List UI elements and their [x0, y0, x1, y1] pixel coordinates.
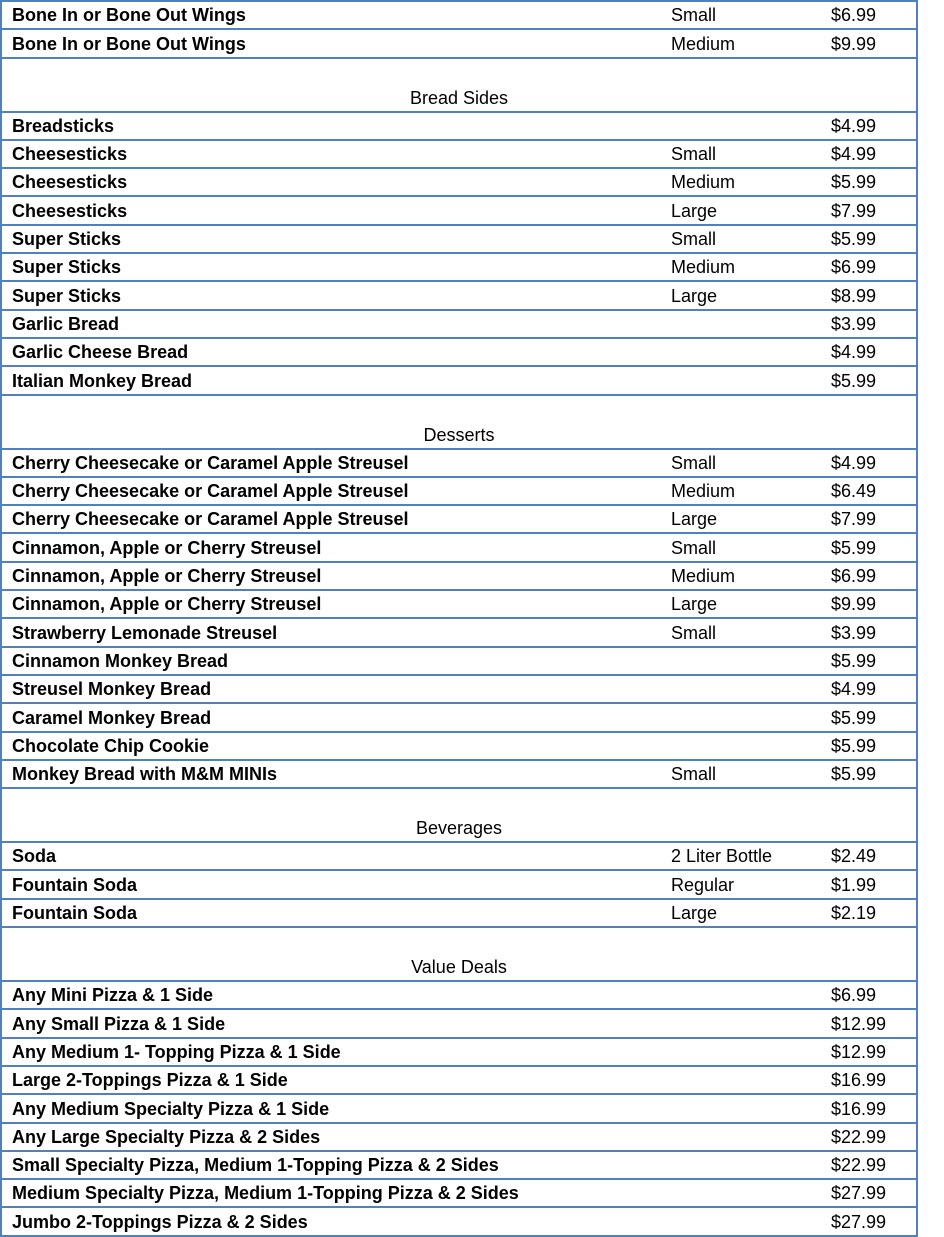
- section-heading: Value Deals: [1, 954, 917, 981]
- menu-item-row: [1, 1094, 917, 1122]
- item-price: $2.49: [821, 842, 917, 870]
- item-price: $1.99: [821, 870, 917, 898]
- item-price: $5.99: [821, 732, 917, 760]
- item-size: Small: [661, 449, 821, 477]
- item-name: Cheesesticks: [1, 168, 661, 196]
- item-size: [661, 1094, 821, 1122]
- item-size: [661, 1123, 821, 1151]
- item-size: Medium: [661, 29, 821, 57]
- menu-item-row: [1, 1123, 917, 1151]
- item-price: $6.99: [821, 253, 917, 281]
- item-size: Large: [661, 590, 821, 618]
- item-price: $9.99: [821, 590, 917, 618]
- menu-item-row: [1, 533, 917, 561]
- section-heading: Beverages: [1, 815, 917, 842]
- item-size: [661, 1179, 821, 1207]
- item-price: $27.99: [821, 1207, 917, 1235]
- section-heading-row: [1, 815, 917, 842]
- item-price: $22.99: [821, 1151, 917, 1179]
- item-name: Cinnamon, Apple or Cherry Streusel: [1, 562, 661, 590]
- menu-item-row: [1, 647, 917, 675]
- menu-item-row: [1, 1207, 917, 1235]
- item-name: Large 2-Toppings Pizza & 1 Side: [1, 1066, 661, 1094]
- item-name: Caramel Monkey Bread: [1, 703, 661, 731]
- item-price: $9.99: [821, 29, 917, 57]
- item-name: Strawberry Lemonade Streusel: [1, 618, 661, 646]
- item-name: Cheesesticks: [1, 140, 661, 168]
- menu-item-row: [1, 1151, 917, 1179]
- item-size: Large: [661, 281, 821, 309]
- item-price: $5.99: [821, 703, 917, 731]
- item-price: $12.99: [821, 1009, 917, 1037]
- item-price: $7.99: [821, 505, 917, 533]
- menu-item-row: [1, 1009, 917, 1037]
- item-price: $27.99: [821, 1179, 917, 1207]
- menu-item-row: [1, 112, 917, 140]
- item-name: Any Small Pizza & 1 Side: [1, 1009, 661, 1037]
- item-name: Any Medium 1- Topping Pizza & 1 Side: [1, 1038, 661, 1066]
- item-price: $6.99: [821, 562, 917, 590]
- item-price: $5.99: [821, 647, 917, 675]
- item-price: $16.99: [821, 1094, 917, 1122]
- item-name: Cherry Cheesecake or Caramel Apple Streusel: [1, 505, 661, 533]
- spacer-cell: [1, 395, 917, 422]
- item-price: $3.99: [821, 618, 917, 646]
- item-price: $12.99: [821, 1038, 917, 1066]
- menu-item-row: [1, 870, 917, 898]
- menu-item-row: [1, 732, 917, 760]
- menu-item-row: [1, 225, 917, 253]
- section-heading-row: [1, 422, 917, 449]
- item-name: Super Sticks: [1, 225, 661, 253]
- menu-item-row: [1, 842, 917, 870]
- menu-item-row: [1, 1179, 917, 1207]
- item-name: Breadsticks: [1, 112, 661, 140]
- item-name: Fountain Soda: [1, 899, 661, 927]
- menu-item-row: [1, 675, 917, 703]
- menu-item-row: [1, 505, 917, 533]
- menu-item-row: [1, 366, 917, 394]
- menu-item-row: [1, 562, 917, 590]
- item-name: Chocolate Chip Cookie: [1, 732, 661, 760]
- item-size: [661, 675, 821, 703]
- menu-item-row: [1, 449, 917, 477]
- item-price: $4.99: [821, 449, 917, 477]
- item-size: Small: [661, 225, 821, 253]
- item-size: Small: [661, 618, 821, 646]
- item-name: Cherry Cheesecake or Caramel Apple Streusel: [1, 477, 661, 505]
- item-price: $2.19: [821, 899, 917, 927]
- menu-item-row: [1, 1066, 917, 1094]
- item-price: $5.99: [821, 168, 917, 196]
- item-price: $5.99: [821, 366, 917, 394]
- item-name: Super Sticks: [1, 253, 661, 281]
- item-price: $6.99: [821, 981, 917, 1009]
- item-name: Super Sticks: [1, 281, 661, 309]
- item-name: Any Medium Specialty Pizza & 1 Side: [1, 1094, 661, 1122]
- menu-item-row: [1, 590, 917, 618]
- item-size: Large: [661, 505, 821, 533]
- menu-item-row: [1, 703, 917, 731]
- menu-item-row: [1, 140, 917, 168]
- spacer-cell: [1, 927, 917, 954]
- item-price: $4.99: [821, 140, 917, 168]
- item-size: Small: [661, 533, 821, 561]
- item-size: [661, 981, 821, 1009]
- item-size: [661, 1066, 821, 1094]
- item-size: Medium: [661, 477, 821, 505]
- item-size: Regular: [661, 870, 821, 898]
- item-name: Soda: [1, 842, 661, 870]
- menu-item-row: [1, 618, 917, 646]
- menu-item-row: [1, 168, 917, 196]
- item-size: [661, 1009, 821, 1037]
- item-size: [661, 647, 821, 675]
- item-price: $4.99: [821, 338, 917, 366]
- item-size: Large: [661, 196, 821, 224]
- item-size: Small: [661, 760, 821, 788]
- item-name: Any Mini Pizza & 1 Side: [1, 981, 661, 1009]
- item-name: Small Specialty Pizza, Medium 1-Topping Pizza & 2 Sides: [1, 1151, 661, 1179]
- item-name: Medium Specialty Pizza, Medium 1-Topping Pizza & 2 Sides: [1, 1179, 661, 1207]
- menu-item-row: [1, 1, 917, 29]
- item-name: Cinnamon, Apple or Cherry Streusel: [1, 590, 661, 618]
- menu-item-row: [1, 196, 917, 224]
- menu-item-row: [1, 477, 917, 505]
- menu-item-row: [1, 1038, 917, 1066]
- item-size: [661, 338, 821, 366]
- item-size: [661, 366, 821, 394]
- item-price: $6.99: [821, 1, 917, 29]
- item-price: $5.99: [821, 225, 917, 253]
- menu-item-row: [1, 281, 917, 309]
- item-name: Garlic Bread: [1, 310, 661, 338]
- item-price: $8.99: [821, 281, 917, 309]
- item-name: Streusel Monkey Bread: [1, 675, 661, 703]
- item-size: [661, 1151, 821, 1179]
- menu-item-row: [1, 338, 917, 366]
- item-price: $3.99: [821, 310, 917, 338]
- section-spacer-row: [1, 927, 917, 954]
- item-size: 2 Liter Bottle: [661, 842, 821, 870]
- menu-table-body: [1, 1, 917, 1236]
- item-name: Italian Monkey Bread: [1, 366, 661, 394]
- item-name: Bone In or Bone Out Wings: [1, 29, 661, 57]
- item-price: $22.99: [821, 1123, 917, 1151]
- item-name: Cinnamon, Apple or Cherry Streusel: [1, 533, 661, 561]
- item-name: Fountain Soda: [1, 870, 661, 898]
- section-heading-row: [1, 85, 917, 112]
- item-price: $7.99: [821, 196, 917, 224]
- item-name: Monkey Bread with M&M MINIs: [1, 760, 661, 788]
- item-name: Cherry Cheesecake or Caramel Apple Streusel: [1, 449, 661, 477]
- item-price: $5.99: [821, 760, 917, 788]
- item-size: Medium: [661, 562, 821, 590]
- menu-item-row: [1, 29, 917, 57]
- item-size: Large: [661, 899, 821, 927]
- section-heading: Desserts: [1, 422, 917, 449]
- item-size: [661, 1038, 821, 1066]
- menu-item-row: [1, 981, 917, 1009]
- section-heading-row: [1, 954, 917, 981]
- section-spacer-row: [1, 788, 917, 815]
- item-price: $5.99: [821, 533, 917, 561]
- item-price: $16.99: [821, 1066, 917, 1094]
- item-size: Medium: [661, 253, 821, 281]
- item-price: $6.49: [821, 477, 917, 505]
- item-name: Jumbo 2-Toppings Pizza & 2 Sides: [1, 1207, 661, 1235]
- item-size: [661, 310, 821, 338]
- item-name: Garlic Cheese Bread: [1, 338, 661, 366]
- item-price: $4.99: [821, 112, 917, 140]
- item-name: Cheesesticks: [1, 196, 661, 224]
- item-size: [661, 703, 821, 731]
- item-name: Bone In or Bone Out Wings: [1, 1, 661, 29]
- section-heading: Bread Sides: [1, 85, 917, 112]
- item-size: Small: [661, 1, 821, 29]
- item-size: Medium: [661, 168, 821, 196]
- menu-item-row: [1, 760, 917, 788]
- item-price: $4.99: [821, 675, 917, 703]
- item-size: [661, 112, 821, 140]
- item-name: Any Large Specialty Pizza & 2 Sides: [1, 1123, 661, 1151]
- item-size: [661, 1207, 821, 1235]
- spacer-cell: [1, 788, 917, 815]
- item-size: Small: [661, 140, 821, 168]
- section-spacer-row: [1, 58, 917, 85]
- section-spacer-row: [1, 395, 917, 422]
- menu-item-row: [1, 310, 917, 338]
- menu-item-row: [1, 253, 917, 281]
- spacer-cell: [1, 58, 917, 85]
- item-size: [661, 732, 821, 760]
- item-name: Cinnamon Monkey Bread: [1, 647, 661, 675]
- menu-item-row: [1, 899, 917, 927]
